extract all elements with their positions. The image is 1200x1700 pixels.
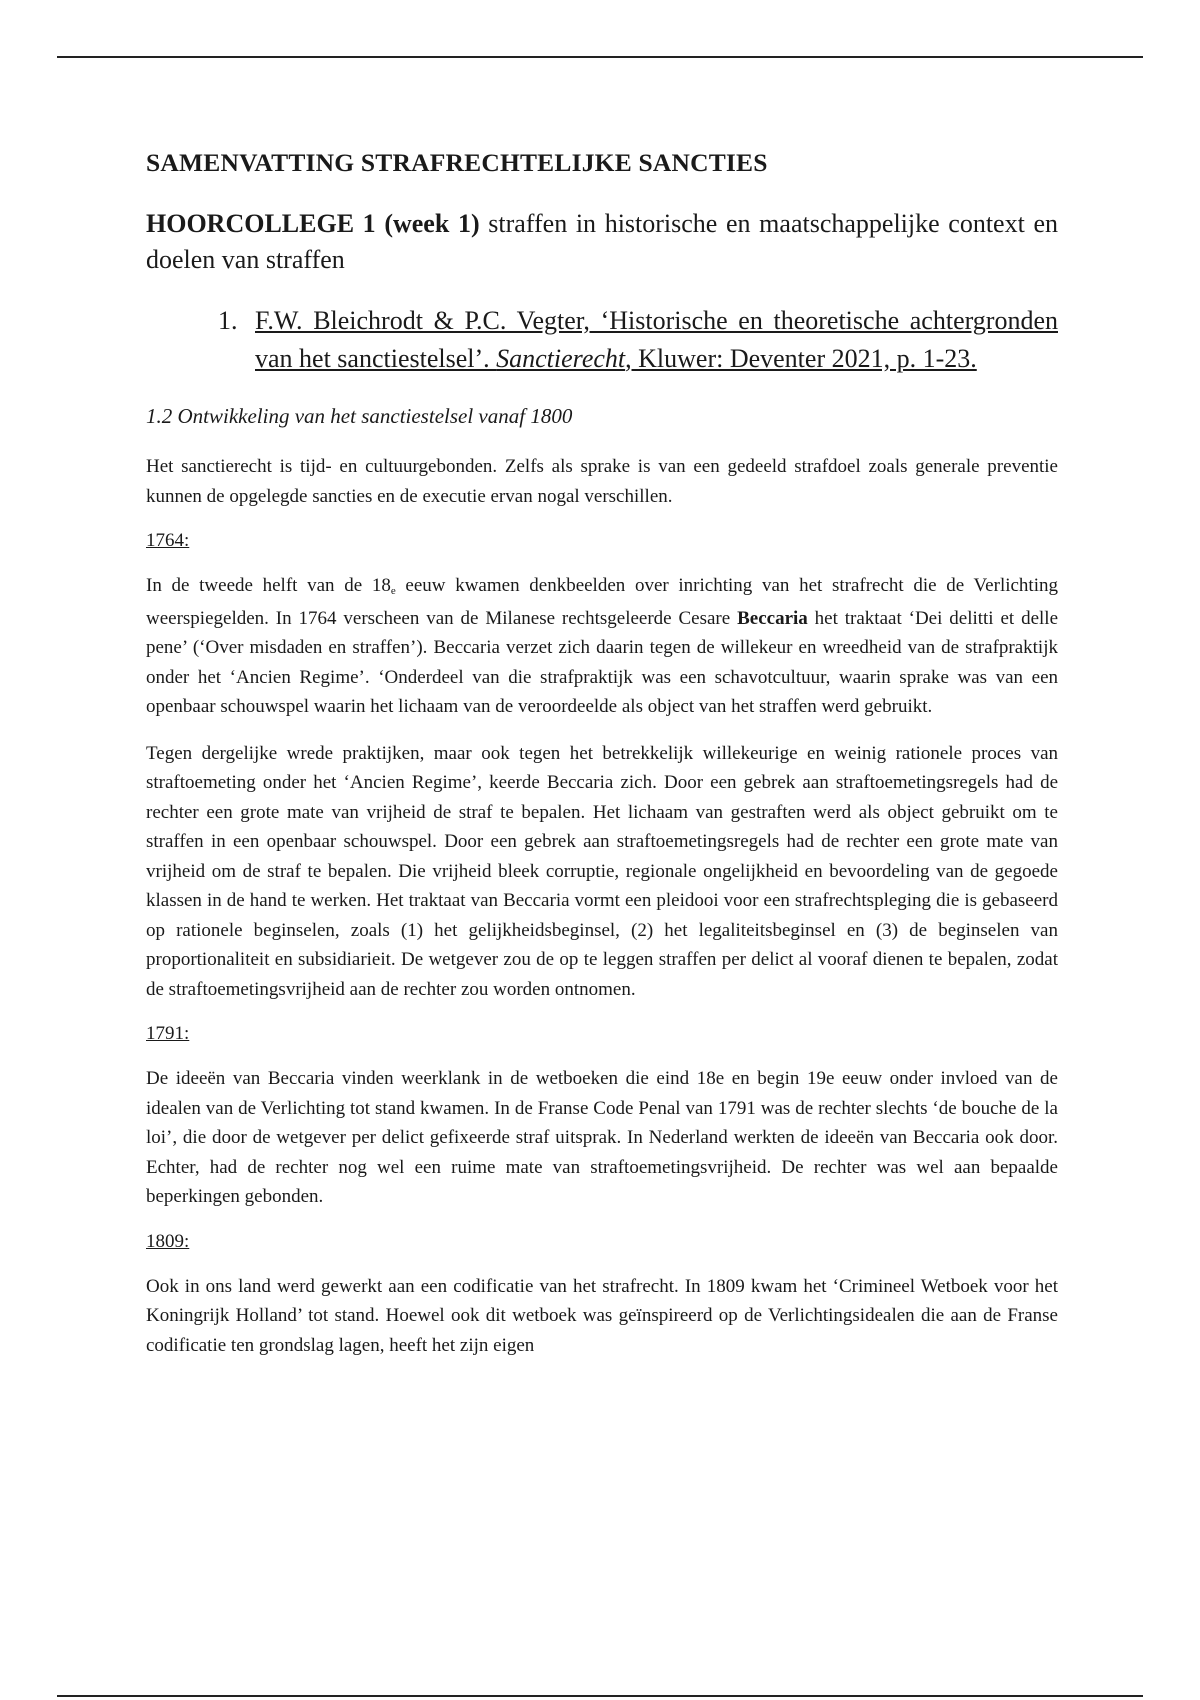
reading-item: [218, 302, 1058, 378]
intro-paragraph: Het sanctierecht is tijd- en cultuurgebonden. Zelfs als sprake is van een gedeeld strafdoel zoals generale preventie kunnen de opgelegde sancties en de executie ervan nogal verschillen.: [146, 456, 1058, 507]
year-heading-1791: 1791:: [146, 1023, 190, 1044]
document-title: SAMENVATTING STRAFRECHTELIJKE SANCTIES: [146, 148, 768, 177]
lecture-topic: straffen in historische en maatschappelijke context en doelen van straffen: [146, 209, 1059, 274]
lecture-heading: [146, 206, 1058, 278]
document-body: [146, 148, 1058, 1377]
section-heading: 1.2 Ontwikkeling van het sanctiestelsel vanaf 1800: [146, 404, 573, 428]
reading-citation: [255, 302, 1058, 378]
year-heading-1764: 1764:: [146, 530, 190, 551]
paragraph-1791: De ideeën van Beccaria vinden weerklank in de wetboeken die eind 18e en begin 19e eeuw onder invloed van de idealen van de Verlichting tot stand kwamen. In de Franse Code Penal van 1791 was de rechter slechts ‘de bouche de la loi’, die door de wetgever per delict gefixeerde straf uitsprak. In Nederland werkten de ideeën van Beccaria ook door. Echter, had de rechter nog wel een ruime mate van straftoemetingsvrijheid. De rechter was wel aan bepaalde beperkingen gebonden.: [146, 1068, 1058, 1207]
year-heading-1809: 1809:: [146, 1230, 190, 1252]
lecture-label: HOORCOLLEGE 1 (week 1): [146, 209, 480, 238]
bottom-rule: [57, 1695, 1143, 1697]
paragraph-1764-b: Tegen dergelijke wrede praktijken, maar ook tegen het betrekkelijk willekeurige en weinig rationele proces van straftoemeting onder het ‘Ancien Regime’, keerde Beccaria zich. Door een gebrek aan straftoemetingsregels had de rechter een grote mate van vrijheid de straf te bepalen. Het lichaam van gestraften werd als object gebruikt om te straffen in een openbaar schouwspel. Door een gebrek aan straftoemetingsregels had de rechter een grote mate van vrijheid om de straf te bepalen. Die vrijheid bleek corruptie, regionale ongelijkheid en bevoordeling van de gegoede klassen in de hand te werken. Het traktaat van Beccaria vormt een pleidooi voor een strafrechtspleging die is gebaseerd op rationele beginselen, zoals (1) het gelijkheidsbeginsel, (2) het legaliteitsbeginsel en (3) de beginselen van proportionaliteit en subsidiarieit. De wetgever zou de op te leggen straffen per delict al vooraf dienen te bepalen, zodat de straftoemetingsvrijheid aan de rechter zou worden ontnomen.: [146, 742, 1058, 1000]
citation-publisher: , Kluwer: Deventer 2021, p. 1-23.: [625, 344, 977, 373]
citation-title: Sanctierecht: [496, 344, 626, 373]
paragraph-1809: Ook in ons land werd gewerkt aan een codificatie van het strafrecht. In 1809 kwam het ‘Crimineel Wetboek voor het Koningrijk Holland’ tot stand. Hoewel ook dit wetboek was geïnspireerd op de Verlichtingsidealen die aan de Franse codificatie ten grondslag lagen, heeft het zijn eigen: [146, 1275, 1058, 1356]
beccaria-name: Beccaria: [737, 607, 808, 629]
top-rule: [57, 56, 1143, 58]
paragraph-1764-a: In de tweede helft van de 18e eeuw kwamen denkbeelden over inrichting van het strafrecht die de Verlichting weerspiegelden. In 1764 verscheen van de Milanese rechtsgeleerde Cesare Beccaria het traktaat ‘Dei delitti et delle pene’ (‘Over misdaden en straffen’). Beccaria verzet zich daarin tegen de willekeur en wreedheid van de strafpraktijk onder het ‘Ancien Regime’. ‘Onderdeel van die strafpraktijk was een schavotcultuur, waarin sprake was van een openbaar schouwspel waarin het lichaam van de veroordeelde als object van het straffen werd gebruikt.: [146, 575, 1058, 717]
reading-number: 1.: [218, 306, 238, 335]
citation-text: F.W. Bleichrodt & P.C. Vegter, ‘Historische en theoretische achtergronden van het sanctiestelsel’.: [255, 306, 1058, 373]
